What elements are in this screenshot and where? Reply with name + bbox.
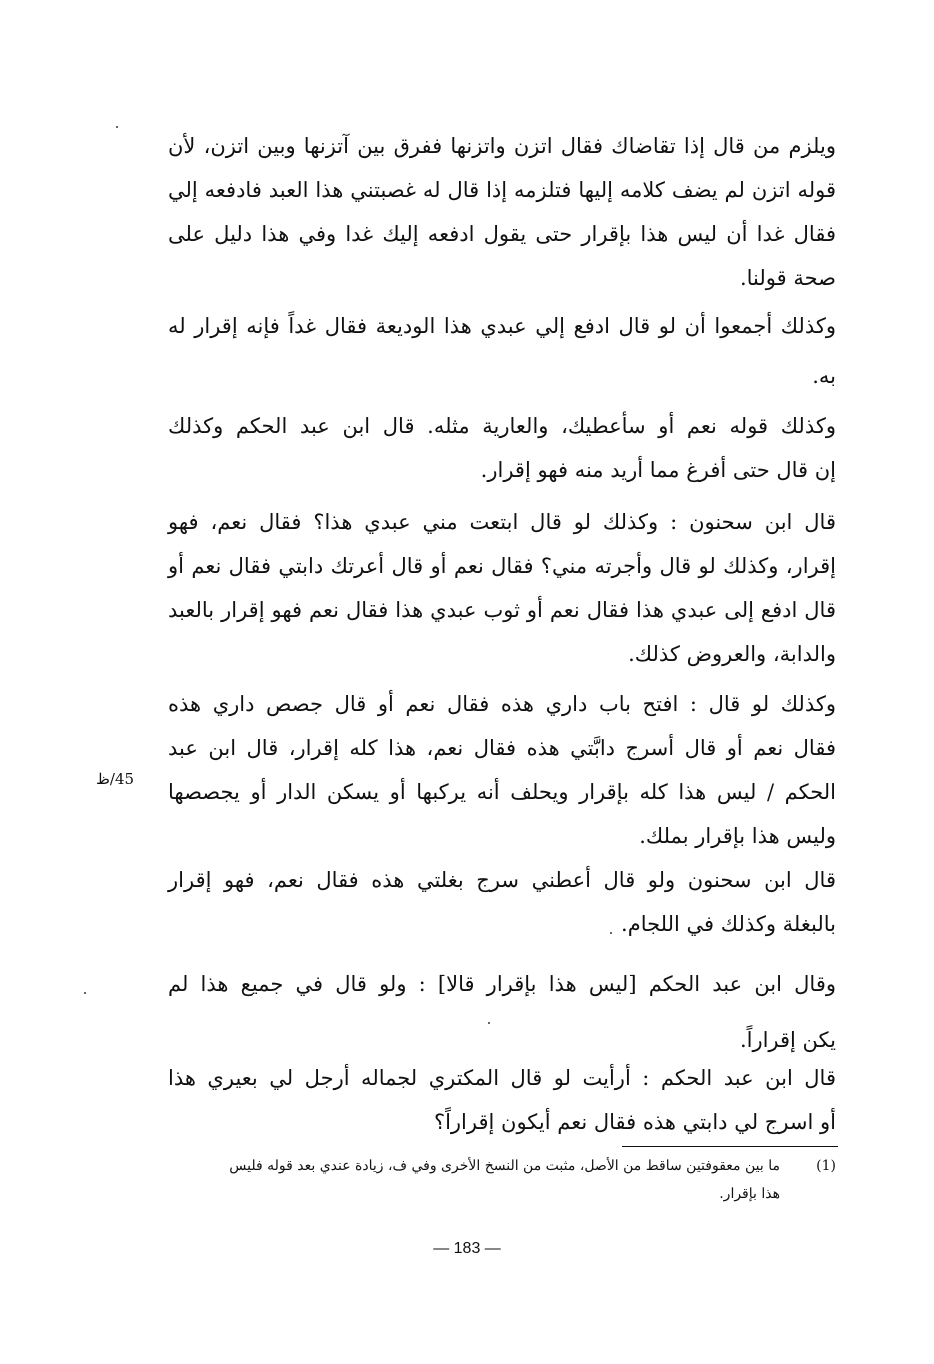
- text-line: وقال ابن عبد الحكم [ليس هذا بإقرار قالا] : ولو قال في جميع هذا لم: [168, 972, 836, 996]
- text-line: وكذلك لو قال : افتح باب داري هذه فقال نعم أو قال جصص داري هذه: [168, 692, 836, 716]
- scan-speck: [488, 1022, 490, 1024]
- text-line: قال ابن عبد الحكم : أرأيت لو قال المكتري لجماله أرجل لي بعيري هذا: [168, 1066, 836, 1090]
- margin-folio-note: 45/ظ: [96, 770, 135, 788]
- text-line: قال ابن سحنون : وكذلك لو قال ابتعت مني عبدي هذا؟ فقال نعم، فهو: [168, 510, 836, 534]
- text-line: فقال غدا أن ليس هذا بإقرار حتى يقول ادفعه إليك غدا وفي هذا دليل على: [168, 222, 836, 246]
- paragraph-1: [168, 124, 836, 300]
- text-line: أو اسرج لي دابتي هذه فقال نعم أيكون إقراراً؟: [433, 1110, 836, 1134]
- footnote-number: (1): [816, 1158, 836, 1174]
- text-line: فقال نعم أو قال أسرج دابَّتي هذه فقال نعم، هذا كله إقرار، قال ابن عبد: [168, 736, 836, 760]
- paragraph-2: [168, 304, 836, 398]
- paragraph-4: [168, 500, 836, 676]
- footnote-line: هذا بإقرار.: [719, 1186, 780, 1202]
- text-line: قال ادفع إلى عبدي هذا فقال نعم أو ثوب عبدي هذا فقال نعم فهو إقرار بالعبد: [168, 598, 836, 622]
- scan-speck: [610, 932, 612, 934]
- text-line: قال ابن سحنون ولو قال أعطني سرج بغلتي هذه فقال نعم، فهو إقرار: [168, 868, 836, 892]
- footnote-line: ما بين معقوفتين ساقط من الأصل، مثبت من النسخ الأخرى وفي ف، زيادة عندي بعد قوله فليس: [229, 1158, 780, 1174]
- paragraph-8: [168, 1056, 836, 1144]
- paragraph-7: [168, 962, 836, 1062]
- scan-speck: [84, 992, 86, 994]
- paragraph-5: [168, 682, 836, 858]
- text-line: ويلزم من قال إذا تقاضاك فقال اتزن واتزنها ففرق بين آتزنها وبين اتزن، لأن: [168, 134, 836, 158]
- footnote: [168, 1152, 836, 1208]
- text-line: يكن إقراراً.: [739, 1028, 836, 1052]
- text-line: إقرار، وكذلك لو قال وأجرته مني؟ فقال نعم أو قال أعرتك دابتي فقال نعم أو: [168, 554, 836, 578]
- footnote-body: [168, 1152, 780, 1208]
- paragraph-6: [168, 858, 836, 946]
- text-line: الحكم / ليس هذا كله بإقرار ويحلف أنه يركبها أو يسكن الدار أو يجصصها: [168, 780, 836, 804]
- page-number: — 183 —: [433, 1240, 501, 1257]
- text-line: والدابة، والعروض كذلك.: [628, 642, 836, 666]
- text-line: وكذلك قوله نعم أو سأعطيك، والعارية مثله. قال ابن عبد الحكم وكذلك: [168, 414, 836, 438]
- text-line: قوله اتزن لم يضف كلامه إليها فتلزمه إذا قال له غصبتني هذا العبد فادفعه إلي: [168, 178, 836, 202]
- text-line: به.: [812, 364, 836, 388]
- paragraph-3: [168, 404, 836, 492]
- scan-speck: [116, 126, 118, 128]
- text-line: بالبغلة وكذلك في اللجام.: [621, 912, 836, 936]
- text-line: إن قال حتى أفرغ مما أريد منه فهو إقرار.: [480, 458, 836, 482]
- footnote-separator: [622, 1146, 838, 1147]
- text-line: وكذلك أجمعوا أن لو قال ادفع إلي عبدي هذا الوديعة فقال غداً فإنه إقرار له: [168, 314, 836, 338]
- text-line: وليس هذا بإقرار بملك.: [639, 824, 836, 848]
- text-line: صحة قولنا.: [739, 266, 836, 290]
